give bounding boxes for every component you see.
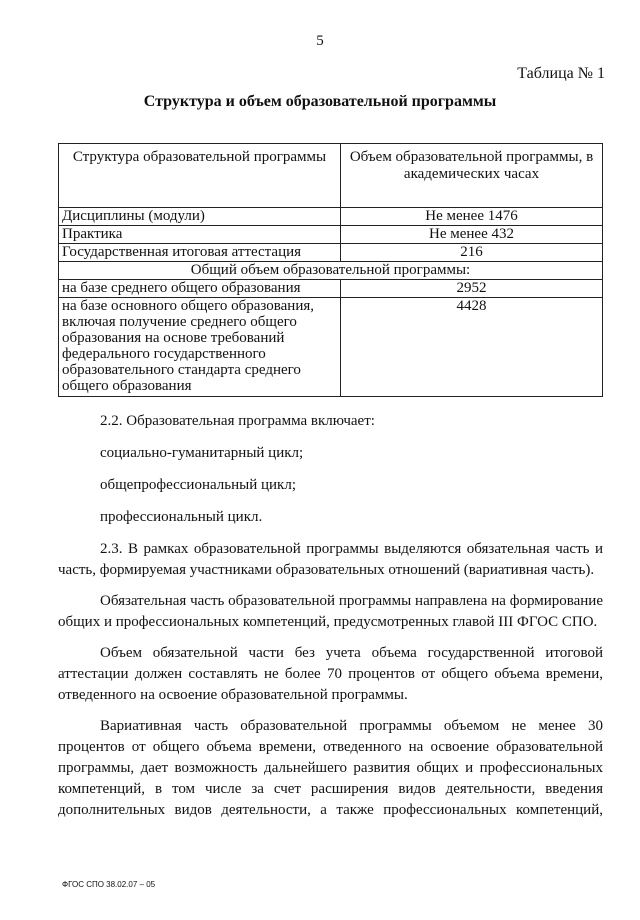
table-title: Структура и объем образовательной программы: [143, 93, 497, 110]
table-row: [59, 244, 603, 262]
page-number: 5: [316, 33, 324, 49]
table-cell: Дисциплины (модули): [59, 208, 341, 226]
program-structure-table: [58, 143, 603, 397]
table-cell: Не менее 432: [341, 226, 603, 244]
table-subheader-cell: Общий объем образовательной программы:: [59, 262, 603, 280]
body-text: [58, 411, 603, 832]
table-subheader-row: [59, 262, 603, 280]
list-item: социально-гуманитарный цикл;: [100, 445, 304, 461]
table-label: Таблица № 1: [517, 65, 605, 82]
table-row: [59, 226, 603, 244]
table-row: [59, 280, 603, 298]
paragraph: Объем обязательной части без учета объема государственной итоговой аттестации должен составлять не более 70 процентов от общего объема времени, отведенного на освоение образовательной программы.: [58, 645, 603, 703]
table-cell: Не менее 1476: [341, 208, 603, 226]
paragraph: 2.3. В рамках образовательной программы выделяются обязательная часть и часть, формируемая участниками образовательных отношений (вариативная часть).: [58, 541, 603, 578]
table-cell: Государственная итоговая аттестация: [59, 244, 341, 262]
list-item: профессиональный цикл.: [100, 509, 263, 525]
table-cell: на базе среднего общего образования: [59, 280, 341, 298]
header-cell-structure: Структура образовательной программы: [59, 144, 341, 208]
paragraph: 2.2. Образовательная программа включает:: [100, 413, 375, 429]
header-cell-volume: Объем образовательной программы, в академических часах: [341, 144, 603, 208]
paragraph: Обязательная часть образовательной программы направлена на формирование общих и профессиональных компетенций, предусмотренных главой III ФГОС СПО.: [58, 593, 603, 630]
table-header-row: [59, 144, 603, 208]
table-row: [59, 298, 603, 397]
table-cell: 4428: [341, 298, 603, 397]
table-cell: на базе основного общего образования, включая получение среднего общего образования на основе требований федерального государственного образовательного стандарта среднего общего образования: [59, 298, 341, 397]
table-row: [59, 208, 603, 226]
footer-code: ФГОС СПО 38.02.07 – 05: [62, 880, 156, 889]
table-cell: 216: [341, 244, 603, 262]
paragraph: Вариативная часть образовательной программы объемом не менее 30 процентов от общего объема времени, отведенного на освоение образовательной программы, дает возможность дальнейшего развития общих и профессиональных компетенций, в том числе за счет расширения видов деятельности, введения дополнительных видов деятельности, а также профессиональных компетенций,: [58, 718, 603, 818]
table-cell: Практика: [59, 226, 341, 244]
list-item: общепрофессиональный цикл;: [100, 477, 296, 493]
table-cell: 2952: [341, 280, 603, 298]
